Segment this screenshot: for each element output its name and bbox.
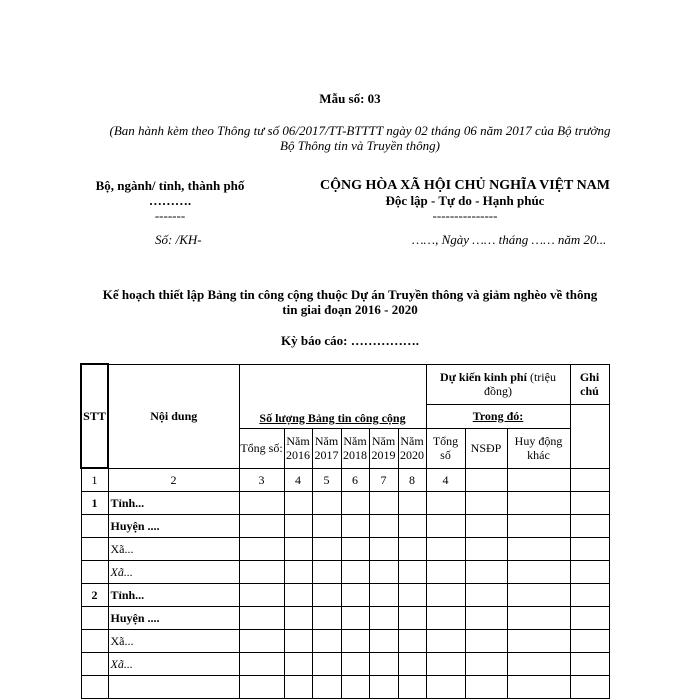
row-cell (369, 629, 398, 652)
row-stt (81, 537, 108, 560)
row-cell (369, 652, 398, 675)
row-cell (570, 583, 609, 606)
col-year-2018: Năm 2018 (341, 428, 369, 468)
row-label: Tỉnh... (108, 491, 239, 514)
row-cell (341, 583, 369, 606)
row-cell (426, 652, 465, 675)
row-cell (570, 560, 609, 583)
index-cell (507, 468, 570, 491)
row-stt (81, 514, 108, 537)
row-cell (507, 606, 570, 629)
row-stt (81, 606, 108, 629)
row-cell (465, 629, 507, 652)
row-cell (426, 629, 465, 652)
table-row (81, 629, 609, 652)
col-note-blank (570, 404, 609, 468)
row-cell (507, 583, 570, 606)
row-cell (312, 675, 341, 698)
row-cell (570, 606, 609, 629)
row-cell (312, 606, 341, 629)
row-cell (341, 606, 369, 629)
row-cell (398, 675, 426, 698)
row-cell (398, 537, 426, 560)
row-cell (341, 652, 369, 675)
agency-rule: ------- (154, 208, 186, 223)
nation-name: CỘNG HÒA XÃ HỘI CHỦ NGHĨA VIỆT NAM (319, 178, 610, 193)
agency-dots: ………. (148, 193, 192, 208)
row-cell (507, 514, 570, 537)
col-boards-header (239, 364, 426, 428)
col-year-2019: Năm 2019 (369, 428, 398, 468)
plan-title-line-2: tin giai đoạn 2016 - 2020 (282, 302, 418, 317)
row-cell (284, 606, 312, 629)
index-cell: 4 (426, 468, 465, 491)
row-cell (312, 491, 341, 514)
index-cell: 6 (341, 468, 369, 491)
row-label: Xã... (108, 537, 239, 560)
plan-table (80, 363, 610, 699)
row-cell (284, 629, 312, 652)
row-cell (369, 606, 398, 629)
row-cell (398, 583, 426, 606)
row-cell (341, 491, 369, 514)
table-body (81, 491, 609, 698)
row-cell (239, 652, 284, 675)
nation-motto: Độc lập - Tự do - Hạnh phúc (385, 193, 545, 208)
row-cell (465, 583, 507, 606)
report-period: Kỳ báo cáo: ……………. (281, 333, 419, 348)
row-cell (570, 629, 609, 652)
col-year-2017: Năm 2017 (312, 428, 341, 468)
col-stt-header: STT (81, 364, 108, 468)
issued-note-line-2: Bộ Thông tin và Truyền thông) (280, 138, 440, 153)
row-cell (284, 514, 312, 537)
index-cell: 5 (312, 468, 341, 491)
row-cell (570, 514, 609, 537)
row-cell (369, 560, 398, 583)
index-cell: 7 (369, 468, 398, 491)
row-stt (81, 560, 108, 583)
row-cell (284, 652, 312, 675)
agency-block (80, 178, 260, 223)
table-row (81, 514, 609, 537)
row-cell (369, 491, 398, 514)
col-mobilized: Huy động khác (507, 428, 570, 468)
row-cell (398, 491, 426, 514)
issued-note-line-1: (Ban hành kèm theo Thông tư số 06/2017/TT-BTTTT ngày 02 tháng 06 năm 2017 của Bộ trưởng (109, 123, 611, 138)
row-cell (465, 675, 507, 698)
col-of-which-label: Trong đó: (472, 409, 524, 423)
row-cell (465, 606, 507, 629)
row-cell (398, 652, 426, 675)
row-cell (341, 514, 369, 537)
table-row (81, 560, 609, 583)
row-cell (426, 491, 465, 514)
table-row (81, 652, 609, 675)
row-cell (239, 629, 284, 652)
row-cell (507, 652, 570, 675)
col-nsdp: NSĐP (465, 428, 507, 468)
row-label: Xã... (108, 560, 239, 583)
index-cell: 2 (108, 468, 239, 491)
row-stt (81, 675, 108, 698)
row-label: Tỉnh... (108, 583, 239, 606)
col-budget-bold: Dự kiến kinh phí (440, 370, 527, 384)
col-note-header: Ghi chú (570, 364, 609, 404)
row-cell (398, 514, 426, 537)
index-cell: 4 (284, 468, 312, 491)
row-cell (570, 537, 609, 560)
row-cell (507, 675, 570, 698)
col-budget-total: Tổng số (426, 428, 465, 468)
row-cell (570, 652, 609, 675)
row-cell (369, 537, 398, 560)
row-label: Huyện .... (108, 514, 239, 537)
row-cell (465, 514, 507, 537)
row-cell (465, 652, 507, 675)
row-cell (341, 537, 369, 560)
row-stt: 2 (81, 583, 108, 606)
row-cell (239, 606, 284, 629)
col-content-header: Nội dung (108, 364, 239, 468)
row-cell (284, 583, 312, 606)
row-cell (341, 629, 369, 652)
col-boards-label: Số lượng Bảng tin công cộng (259, 410, 406, 425)
row-cell (239, 675, 284, 698)
row-cell (507, 560, 570, 583)
row-cell (239, 514, 284, 537)
index-cell: 1 (81, 468, 108, 491)
row-cell (507, 537, 570, 560)
row-cell (426, 606, 465, 629)
row-cell (284, 491, 312, 514)
plan-title-line-1: Kế hoạch thiết lập Bảng tin công cộng thuộc Dự án Truyền thông và giảm nghèo về thông (102, 287, 598, 302)
row-cell (312, 514, 341, 537)
row-cell (507, 491, 570, 514)
row-cell (465, 560, 507, 583)
row-cell (239, 583, 284, 606)
index-cell: 8 (398, 468, 426, 491)
col-of-which-header (426, 404, 570, 428)
col-total-header: Tổng số: (239, 428, 284, 468)
row-stt (81, 629, 108, 652)
row-cell (465, 491, 507, 514)
row-cell (398, 629, 426, 652)
row-cell (570, 675, 609, 698)
table-row (81, 606, 609, 629)
row-cell (369, 514, 398, 537)
row-label: Xã... (108, 629, 239, 652)
row-cell (239, 560, 284, 583)
form-number: Mẫu số: 03 (319, 91, 381, 106)
row-label: Xã... (108, 652, 239, 675)
col-budget-header (426, 364, 570, 404)
row-label (108, 675, 239, 698)
row-cell (369, 583, 398, 606)
plan-title (75, 287, 625, 317)
column-index-row (81, 468, 609, 491)
index-cell: 3 (239, 468, 284, 491)
row-cell (426, 675, 465, 698)
row-cell (341, 560, 369, 583)
row-cell (570, 491, 609, 514)
row-cell (426, 537, 465, 560)
col-year-2016: Năm 2016 (284, 428, 312, 468)
issued-note (80, 123, 640, 153)
row-cell (239, 491, 284, 514)
row-cell (426, 583, 465, 606)
table-row (81, 675, 609, 698)
document-number: Số: /KH- (155, 232, 202, 247)
document-date: ……, Ngày …… tháng …… năm 20... (412, 232, 607, 247)
row-cell (312, 629, 341, 652)
index-cell (570, 468, 609, 491)
table-row (81, 491, 609, 514)
row-label: Huyện .... (108, 606, 239, 629)
index-cell (465, 468, 507, 491)
row-cell (312, 537, 341, 560)
row-cell (312, 652, 341, 675)
table-row (81, 537, 609, 560)
row-cell (398, 606, 426, 629)
row-cell (341, 675, 369, 698)
row-cell (239, 537, 284, 560)
row-cell (312, 583, 341, 606)
row-stt (81, 652, 108, 675)
agency-name: Bộ, ngành/ tỉnh, thành phố (95, 178, 245, 193)
row-cell (369, 675, 398, 698)
row-cell (312, 560, 341, 583)
row-cell (284, 537, 312, 560)
col-budget-unit: (triệu đồng) (484, 370, 556, 398)
row-stt: 1 (81, 491, 108, 514)
row-cell (426, 514, 465, 537)
row-cell (284, 675, 312, 698)
nation-rule: --------------- (432, 208, 498, 223)
row-cell (465, 537, 507, 560)
nation-block (280, 178, 650, 223)
col-year-2020: Năm 2020 (398, 428, 426, 468)
row-cell (426, 560, 465, 583)
row-cell (398, 560, 426, 583)
table-row (81, 583, 609, 606)
row-cell (284, 560, 312, 583)
row-cell (507, 629, 570, 652)
